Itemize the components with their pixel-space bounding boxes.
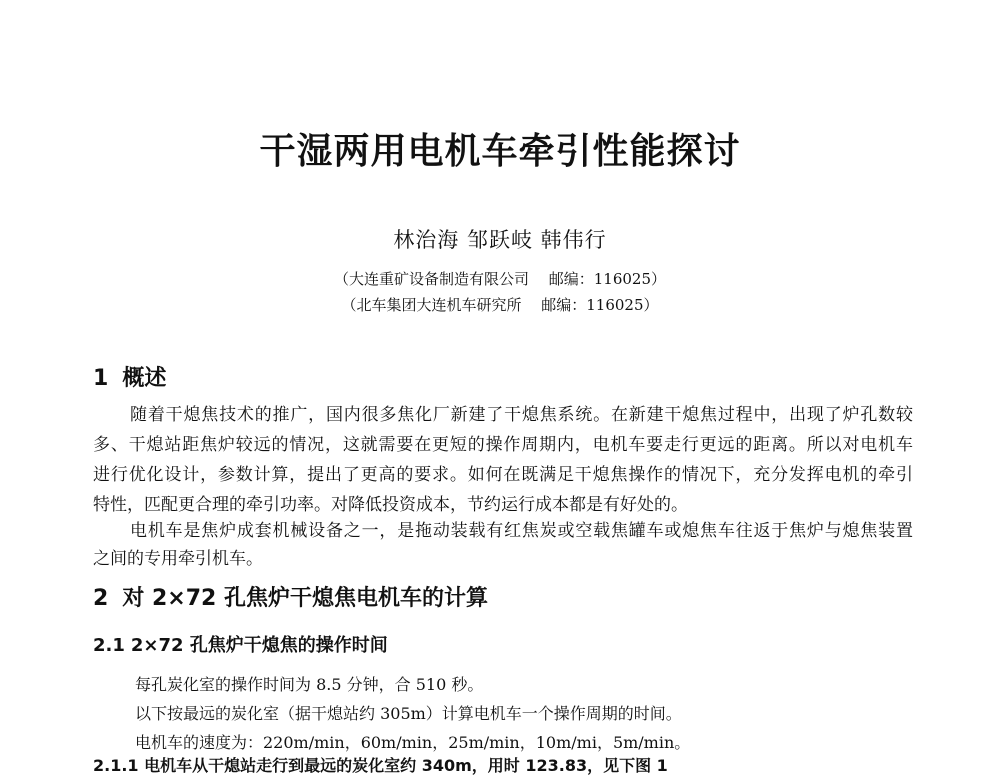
body-line: 以下按最远的炭化室（据干熄站约 305m）计算电机车一个操作周期的时间。	[135, 704, 682, 723]
paragraph-line: 随着干熄焦技术的推广，国内很多焦化厂新建了干熄焦系统。在新建干熄焦过程中，出现了炉孔数较	[130, 405, 913, 425]
body-line: 电机车的速度为：220m/min，60m/min，25m/min，10m/mi，5m/min。	[135, 733, 691, 752]
affiliation-1: （大连重矿设备制造有限公司 邮编：116025）	[333, 270, 667, 288]
paragraph-line: 多、干熄站距焦炉较远的情况，这就需要在更短的操作周期内，电机车要走行更远的距离。所以对电机车	[93, 435, 913, 455]
paragraph-line: 之间的专用牵引机车。	[93, 549, 263, 569]
section-title: 对 2×72 孔焦炉干熄焦电机车的计算	[122, 586, 488, 611]
section-title: 概述	[122, 366, 167, 391]
paragraph-1	[93, 400, 913, 520]
subsection-2-1-heading	[93, 634, 388, 658]
subsection-title: 2×72 孔焦炉干熄焦的操作时间	[130, 635, 388, 656]
body-line: 每孔炭化室的操作时间为 8.5 分钟，合 510 秒。	[135, 675, 484, 694]
section-number: 2	[93, 586, 109, 611]
subsection-number: 2.1	[93, 635, 125, 656]
affiliation-2: （北车集团大连机车研究所 邮编：116025）	[341, 296, 659, 314]
subsection-2-1-body	[135, 670, 915, 757]
clipped-subsection-line: 2.1.1 电机车从干熄站走行到最远的炭化室约 340m，用时 123.83，见下图 1	[93, 756, 668, 775]
paragraph-line: 电机车是焦炉成套机械设备之一，是拖动装载有红焦炭或空载焦罐车或熄焦车往返于焦炉与熄焦装置	[130, 521, 913, 541]
paragraph-line: 进行优化设计，参数计算，提出了更高的要求。如何在既满足干熄焦操作的情况下，充分发挥电机的牵引	[93, 465, 913, 485]
section-number: 1	[93, 366, 109, 391]
paper-authors: 林治海 邹跃岐 韩伟行	[393, 228, 607, 252]
section-2-heading	[93, 585, 488, 613]
section-1-heading	[93, 365, 166, 393]
paper-title: 干湿两用电机车牵引性能探讨	[259, 131, 741, 172]
paragraph-line: 特性，匹配更合理的牵引功率。对降低投资成本，节约运行成本都是有好处的。	[93, 495, 688, 515]
paragraph-2	[93, 517, 913, 573]
